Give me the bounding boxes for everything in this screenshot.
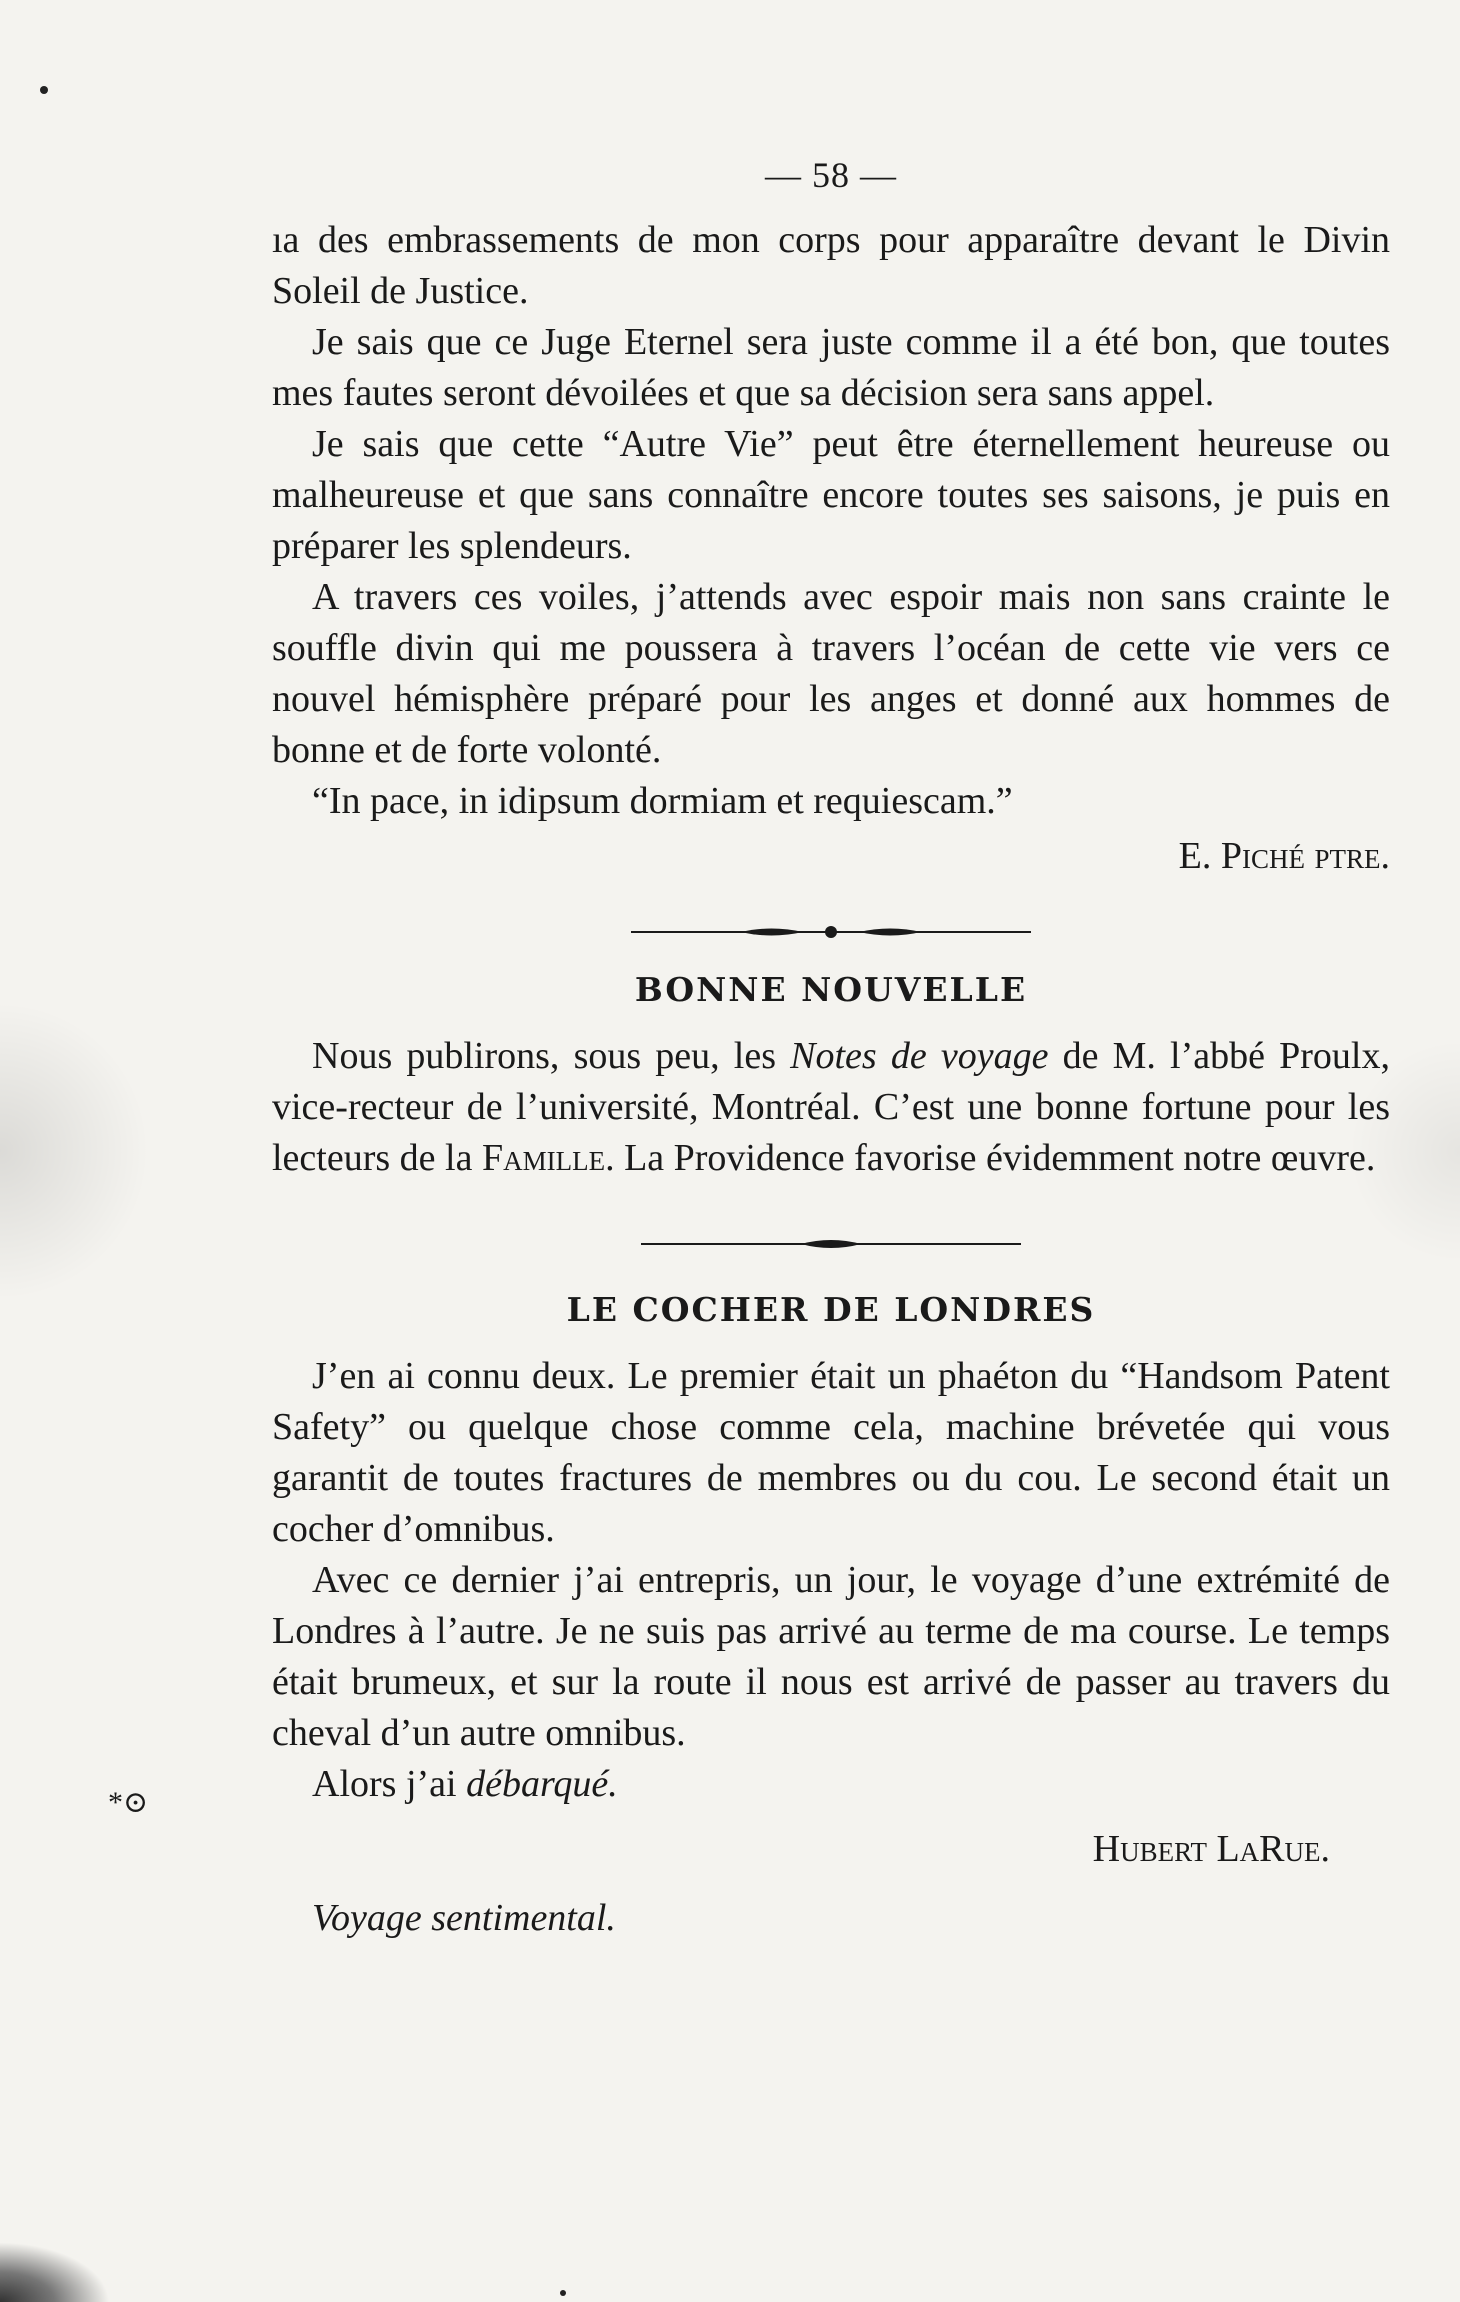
- paragraph: Avec ce dernier j’ai entrepris, un jour, le voyage d’une extrémité de Londres à l’autre. Je ne suis pas arrivé au terme de ma course. Le temps était brumeux, et sur la route il nous est arrivé de passer au travers du cheval d’un autre omnibus.: [272, 1559, 1390, 1754]
- speck: [40, 86, 48, 94]
- page-corner-shadow: [0, 2242, 110, 2302]
- footer-title: Voyage sentimental.: [312, 1897, 616, 1939]
- paragraph: Je sais que ce Juge Eternel sera juste comme il a été bon, que toutes mes fautes seront dévoilées et que sa décision sera sans appel.: [272, 321, 1390, 414]
- paragraph: ıa des embrassements de mon corps pour apparaître devant le Divin Soleil de Justice.: [272, 219, 1390, 312]
- section-heading: LE COCHER DE LONDRES: [566, 1290, 1096, 1329]
- paragraph: Je sais que cette “Autre Vie” peut être éternellement heureuse ou malheureuse et que sans connaître encore toutes ses saisons, je puis en préparer les splendeurs.: [272, 423, 1390, 567]
- paragraph: Nous publirons, sous peu, les Notes de voyage de M. l’abbé Proulx, vice-recteur de l’université, Montréal. C’est une bonne fortune pour les lecteurs de la Famille. La Providence favorise évidemment notre œuvre.: [272, 1035, 1390, 1179]
- paragraph: J’en ai connu deux. Le premier était un phaéton du “Handsom Patent Safety” ou quelque chose comme cela, machine brévetée qui vous garantit de toutes fractures de membres ou du cou. Le second était un cocher d’omnibus.: [272, 1355, 1390, 1550]
- paragraph: Alors j’ai débarqué.: [312, 1763, 618, 1805]
- page-number: — 58 —: [765, 155, 897, 195]
- ornamental-divider: [641, 1234, 1021, 1254]
- speck: [560, 2290, 566, 2296]
- margin-mark: *⊙: [108, 1786, 149, 1819]
- quotation: “In pace, in idipsum dormiam et requiescam.”: [312, 780, 1013, 822]
- signature: Hubert LaRue.: [1092, 1828, 1330, 1870]
- ornamental-divider: [631, 922, 1031, 942]
- paragraph: A travers ces voiles, j’attends avec espoir mais non sans crainte le souffle divin qui me poussera à travers l’océan de cette vie vers ce nouvel hémisphère préparé pour les anges et donné aux hommes de bonne et de forte volonté.: [272, 576, 1390, 771]
- text-column: [272, 150, 1390, 1944]
- section-heading: BONNE NOUVELLE: [634, 970, 1028, 1009]
- signature: E. Piché ptre.: [1178, 835, 1390, 877]
